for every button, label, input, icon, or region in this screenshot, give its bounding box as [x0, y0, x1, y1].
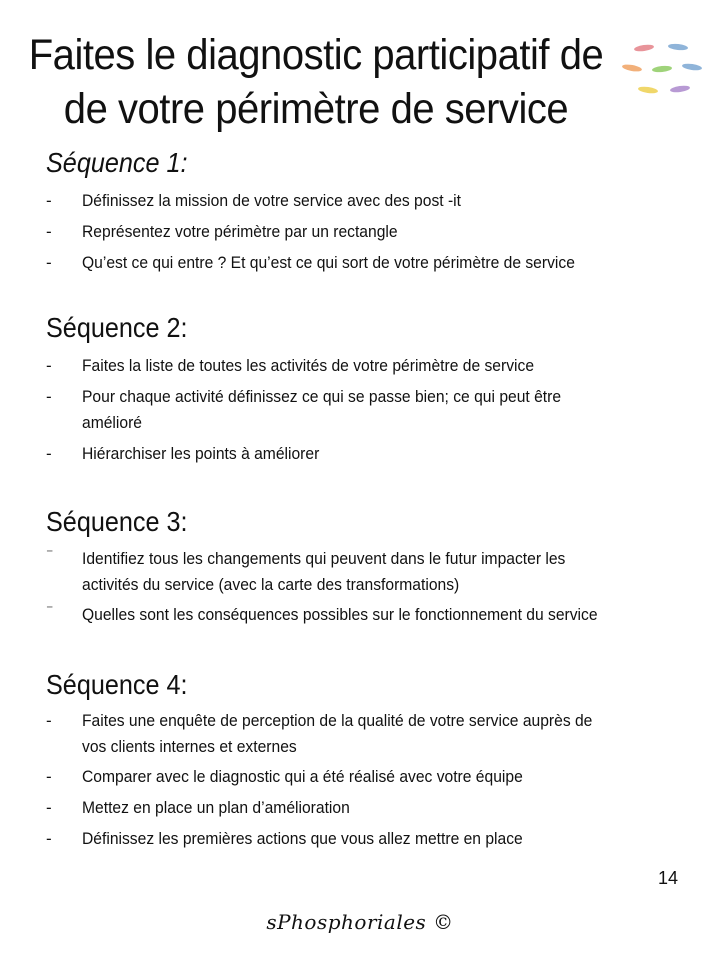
list-item: - Pour chaque activité définissez ce qui se passe bien; ce qui peut être amélioré [46, 387, 562, 432]
post-it-yellow [638, 86, 659, 95]
list-item: - Comparer avec le diagnostic qui a été réalisé avec votre équipe [46, 767, 523, 786]
post-it-purple [670, 85, 691, 94]
post-it-green [652, 65, 673, 73]
post-it-notes [622, 43, 703, 94]
list-item: - Qu’est ce qui entre ? Et qu’est ce qui sort de votre périmètre de service [46, 253, 575, 272]
footer-brand: sPhosphoriales © [266, 910, 454, 934]
post-it-notes-icon [620, 38, 716, 102]
list-item: ⁻ Quelles sont les conséquences possibles sur le fonctionnement du service [46, 601, 598, 624]
post-it-blue [668, 43, 689, 51]
post-it-orange [622, 63, 643, 72]
page-number: 14 [658, 868, 679, 888]
sequence-1-title: Séquence 1: [46, 147, 188, 178]
list-item: ⁻ Identifiez tous les changements qui peuvent dans le futur impacter les activités du service (avec la carte des transformations) [46, 545, 566, 594]
list-item: - Faites une enquête de perception de la qualité de votre service auprès de vos clients internes et externes [46, 711, 593, 756]
list-item: - Hiérarchiser les points à améliorer [46, 444, 320, 463]
sequence-4-title: Séquence 4: [46, 669, 188, 700]
list-item: - Mettez en place un plan d’amélioration [46, 798, 350, 817]
sequence-2-title: Séquence 2: [46, 312, 188, 343]
slide-title [22, 28, 610, 136]
slide-title-line-1: Faites le diagnostic participatif de [28, 31, 604, 79]
list-item: - Définissez la mission de votre service avec des post -it [46, 191, 461, 210]
list-item: - Représentez votre périmètre par un rectangle [46, 222, 398, 241]
list-item: - Faites la liste de toutes les activités de votre périmètre de service [46, 356, 535, 375]
slide-title-line-2: de votre périmètre de service [63, 85, 569, 133]
sequence-3-title: Séquence 3: [46, 506, 188, 537]
list-item: - Définissez les premières actions que vous allez mettre en place [46, 829, 523, 848]
post-it-red [634, 44, 655, 53]
post-it-blue-2 [682, 63, 703, 72]
